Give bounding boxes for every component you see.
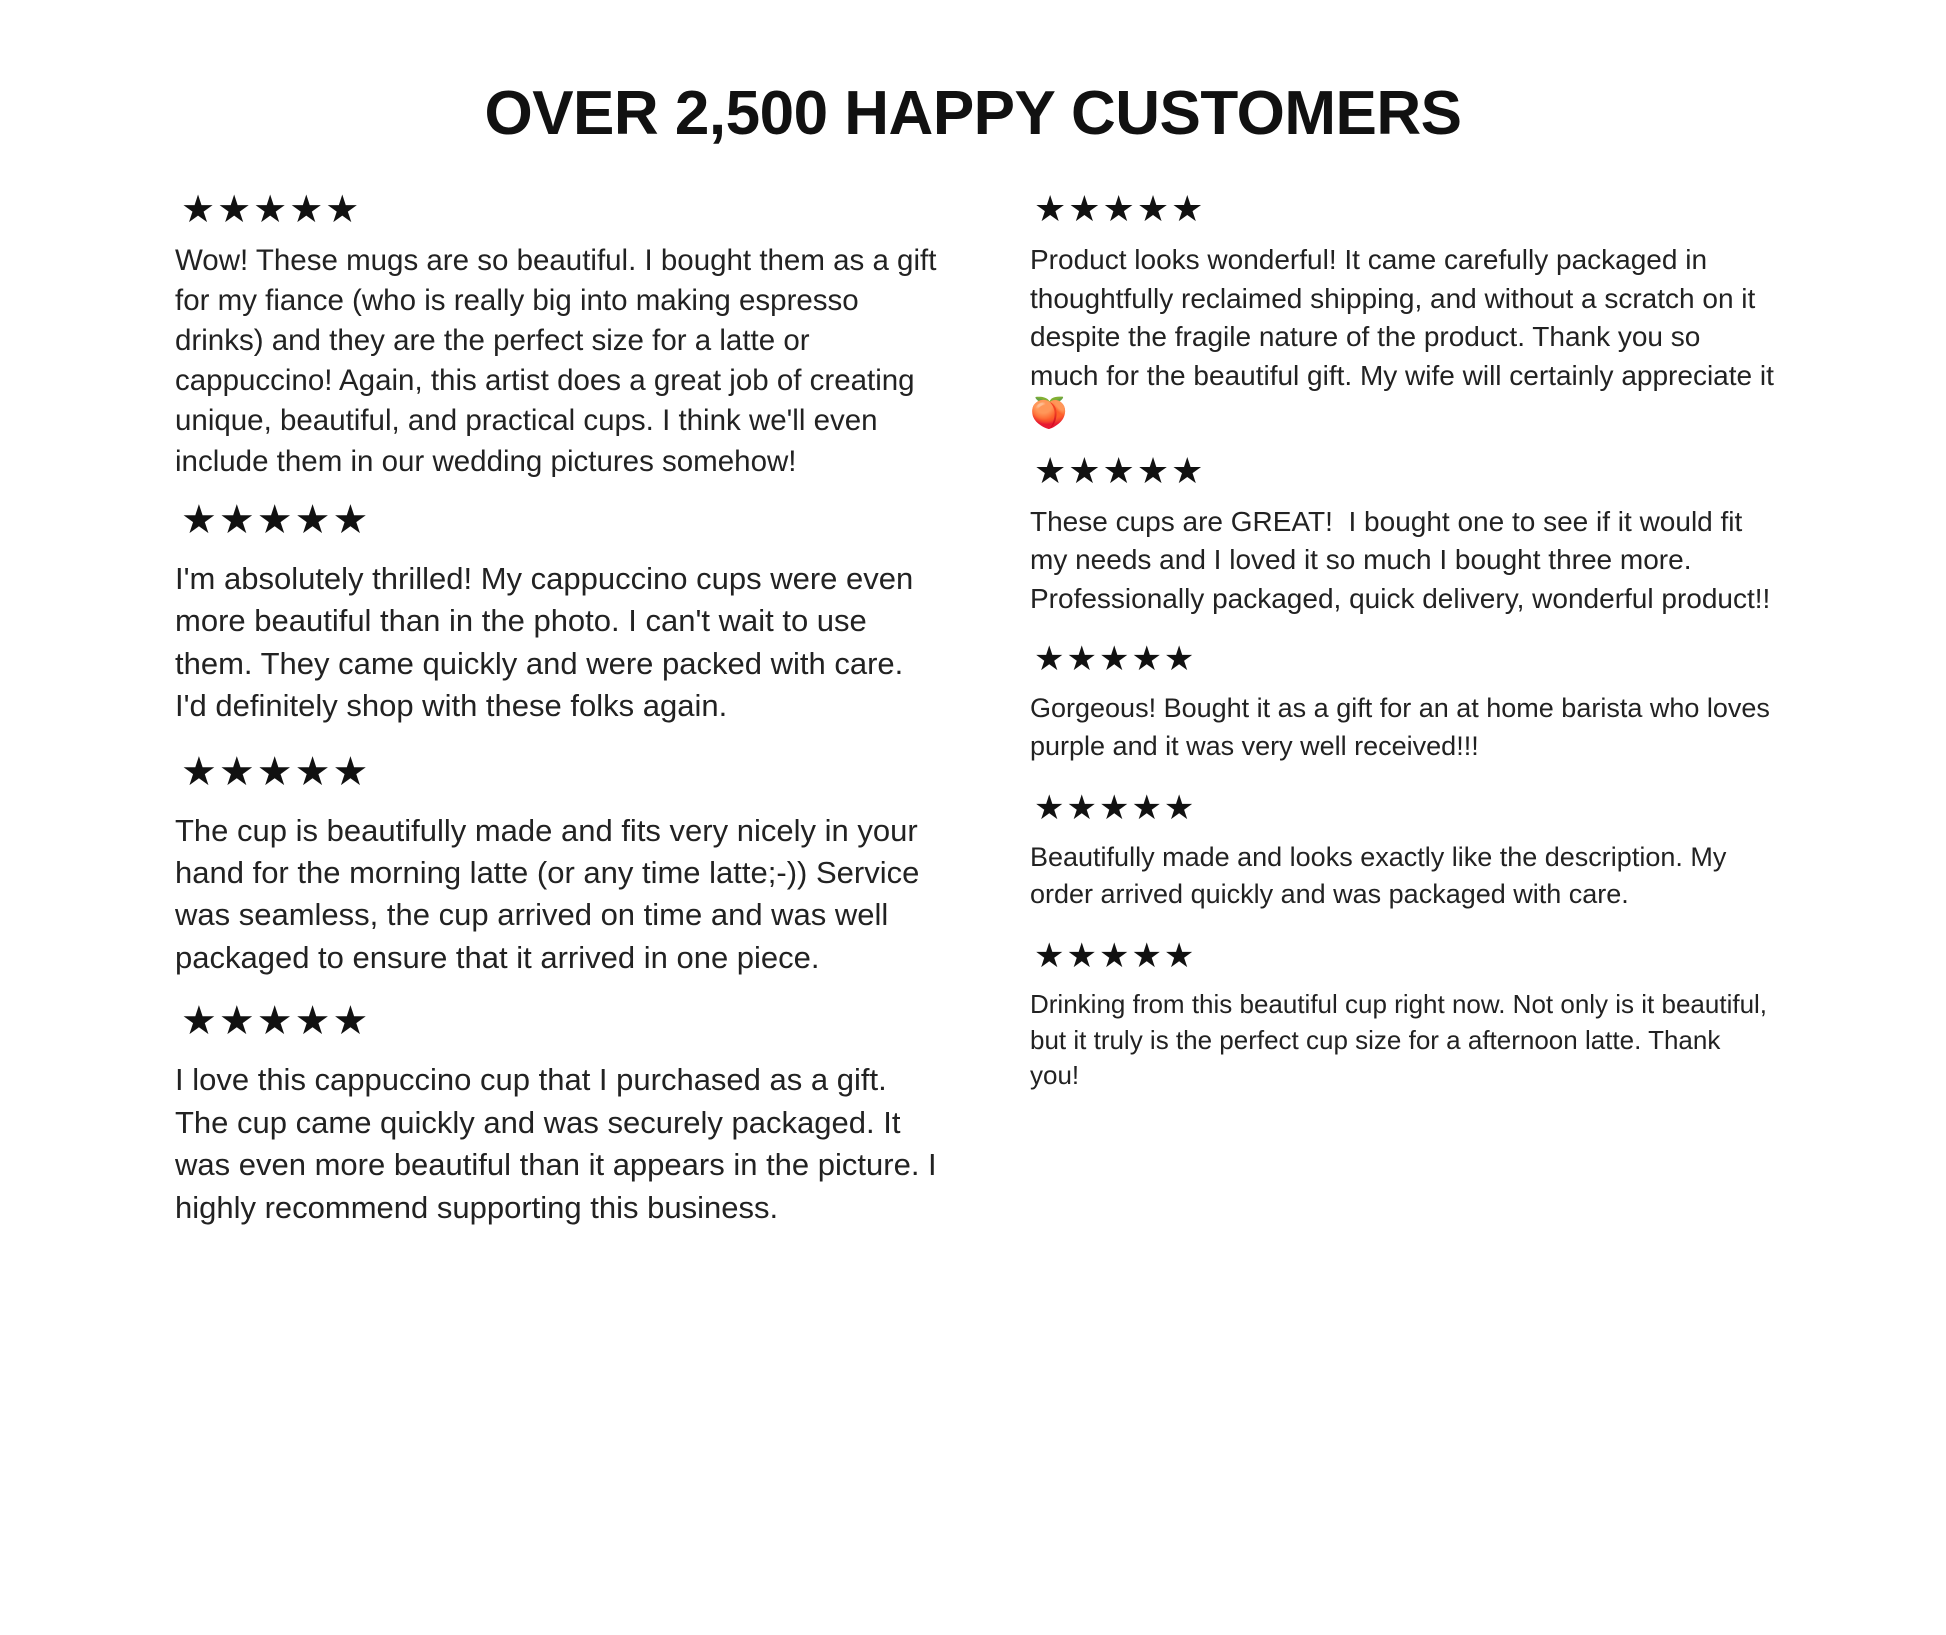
- rating-stars: ★★★★★: [181, 999, 371, 1044]
- reviews-columns: [0, 188, 1946, 1235]
- review-card: [175, 749, 940, 980]
- review-text: Drinking from this beautiful cup right now. Not only is it beautiful, but it truly is the perfect cup size for a afternoon latte. Thank you!: [1030, 989, 1775, 1091]
- review-text: Wow! These mugs are so beautiful. I bought them as a gift for my fiance (who is really big into making espresso drinks) and they are the perfect size for a latte or cappuccino! Again, this artist does a great job of creating unique, beautiful, and practical cups. I think we'll even include them in our wedding pictures somehow!: [175, 244, 945, 478]
- review-text: Gorgeous! Bought it as a gift for an at home barista who loves purple and it was very well received!!!: [1030, 693, 1778, 761]
- review-text: I love this cappuccino cup that I purchased as a gift. The cup came quickly and was securely packaged. It was even more beautiful than it appears in the picture. I highly recommend supporting this business.: [175, 1062, 946, 1225]
- peach-emoji-icon: 🍑: [1030, 396, 1068, 430]
- rating-stars: ★★★★★: [1034, 788, 1197, 827]
- reviews-column-left: [175, 189, 946, 1235]
- rating-stars: ★★★★★: [1034, 188, 1206, 229]
- review-card: [1030, 640, 1778, 765]
- review-text: Beautifully made and looks exactly like the description. My order arrived quickly and was packaged with care.: [1030, 841, 1734, 910]
- reviews-column-right: [1030, 188, 1778, 1099]
- review-text: The cup is beautifully made and fits very nicely in your hand for the morning latte (or any time latte;-)) Service was seamless, the cup arrived on time and was well packaged to ensure that it arrived in one piece.: [175, 812, 928, 975]
- rating-stars: ★★★★★: [1034, 640, 1197, 679]
- review-text: Product looks wonderful! It came carefully packaged in thoughtfully reclaimed shipping, and without a scratch on it despite the fragile nature of the product. Thank you so much for the beautiful gift. My wife will certainly appreciate it: [1030, 244, 1774, 391]
- rating-stars: ★★★★★: [181, 189, 362, 231]
- review-card: [1030, 188, 1775, 431]
- review-card: [175, 999, 946, 1229]
- review-card: [1030, 939, 1775, 1093]
- review-card: [175, 497, 940, 728]
- review-card: [1030, 449, 1775, 619]
- rating-stars: ★★★★★: [1034, 449, 1206, 491]
- rating-stars: ★★★★★: [181, 749, 371, 794]
- review-text: These cups are GREAT! I bought one to see if it would fit my needs and I loved it so much I bought three more. Professionally packaged, quick delivery, wonderful product!!: [1030, 505, 1771, 614]
- rating-stars: ★★★★★: [1034, 937, 1197, 976]
- review-card: [175, 189, 945, 482]
- review-card: [1030, 788, 1775, 914]
- page-title: OVER 2,500 HAPPY CUSTOMERS: [484, 79, 1462, 148]
- reviews-page: [0, 78, 1946, 1635]
- review-text: I'm absolutely thrilled! My cappuccino cups were even more beautiful than in the photo. I can't wait to use them. They came quickly and were packed with care. I'd definitely shop with these folks again.: [175, 560, 922, 724]
- rating-stars: ★★★★★: [181, 497, 371, 542]
